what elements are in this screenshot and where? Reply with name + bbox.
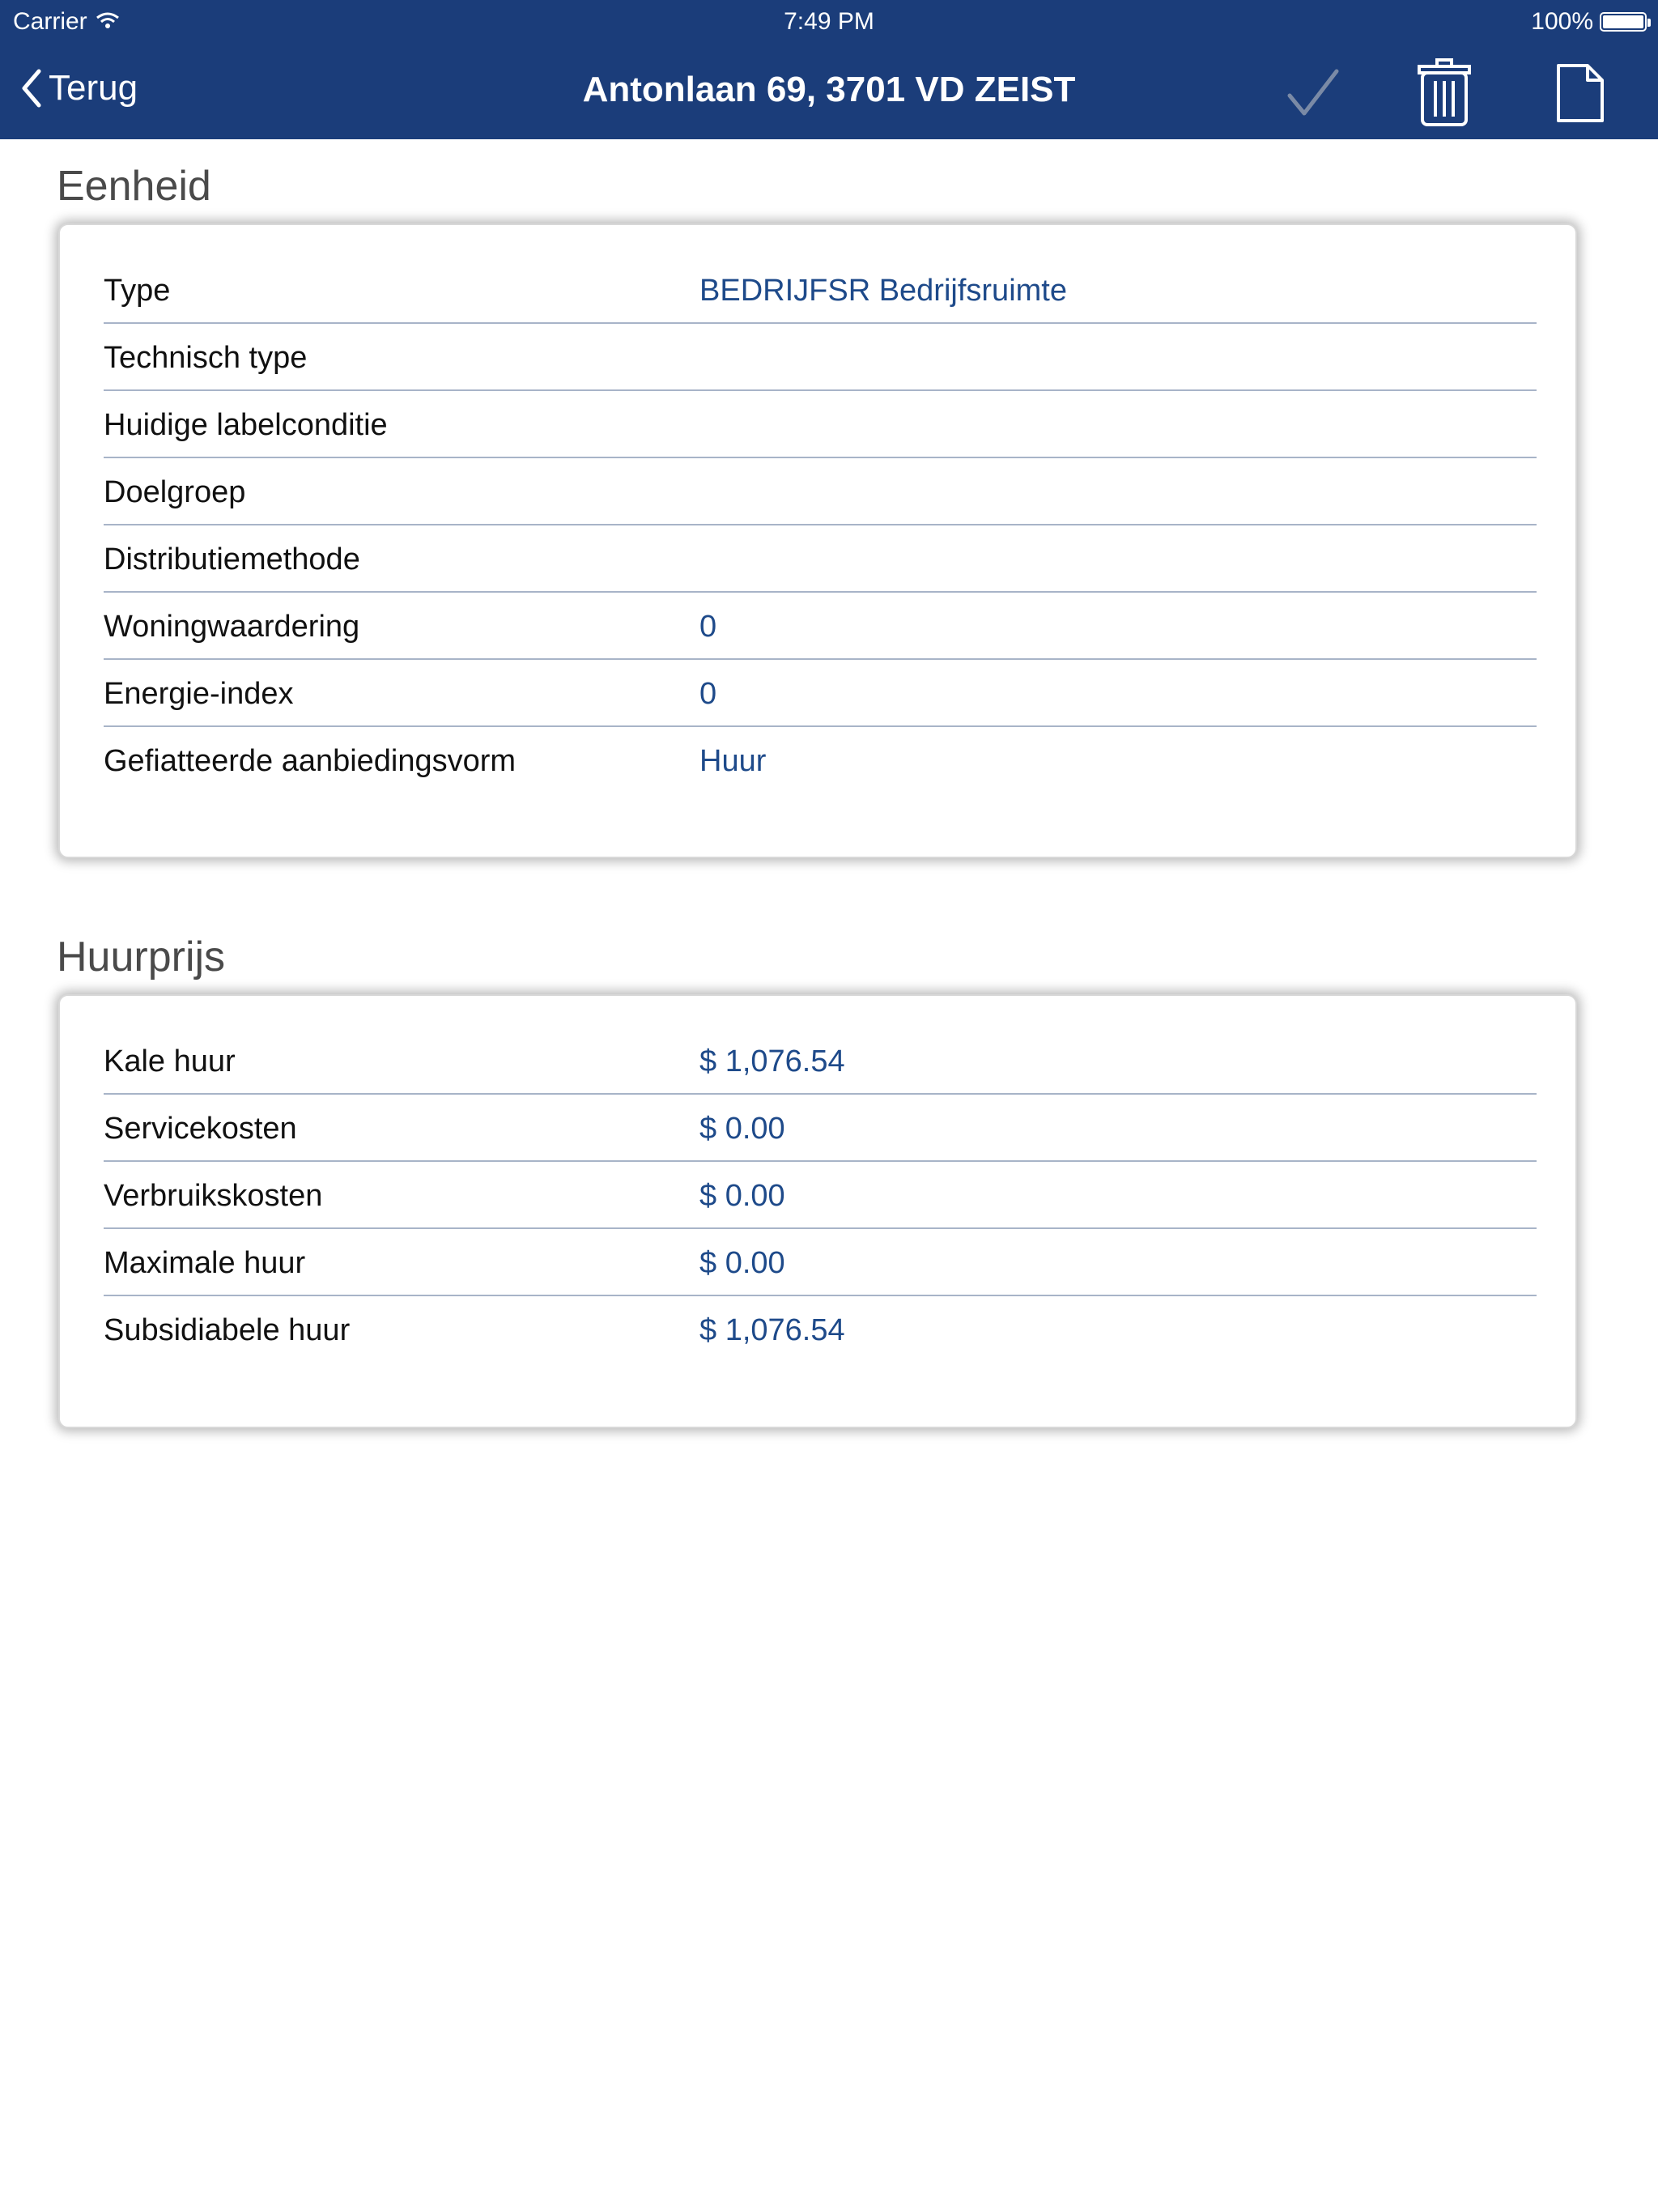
row-value: $ 0.00 [699, 1112, 785, 1146]
document-button[interactable] [1548, 57, 1613, 130]
row-label: Doelgroep [104, 475, 246, 509]
huurprijs-row-maximale-huur[interactable] [104, 1228, 1537, 1296]
row-label: Verbruikskosten [104, 1179, 323, 1213]
eenheid-row-labelconditie[interactable] [104, 390, 1537, 458]
row-label: Maximale huur [104, 1246, 306, 1280]
row-label: Gefiatteerde aanbiedingsvorm [104, 744, 517, 778]
carrier-label: Carrier [13, 8, 87, 35]
row-label: Huidige labelconditie [104, 408, 388, 442]
huurprijs-row-servicekosten[interactable] [104, 1094, 1537, 1162]
row-label: Subsidiabele huur [104, 1313, 351, 1347]
battery-indicator [1531, 8, 1647, 36]
eenheid-card [58, 223, 1577, 858]
row-value: $ 0.00 [699, 1179, 785, 1213]
eenheid-row-distributiemethode[interactable] [104, 525, 1537, 593]
huurprijs-row-verbruikskosten[interactable] [104, 1161, 1537, 1229]
battery-percent: 100% [1531, 8, 1593, 35]
trash-icon [1416, 58, 1473, 128]
huurprijs-card [58, 994, 1577, 1428]
eenheid-row-woningwaardering[interactable] [104, 592, 1537, 660]
section-title-eenheid: Eenheid [57, 163, 211, 210]
row-value: Huur [699, 744, 767, 778]
row-value: $ 0.00 [699, 1246, 785, 1280]
status-time: 7:49 PM [784, 8, 874, 35]
section-title-huurprijs: Huurprijs [57, 934, 226, 981]
row-value: $ 1,076.54 [699, 1044, 845, 1078]
back-button-label: Terug [49, 68, 138, 108]
eenheid-row-doelgroep[interactable] [104, 457, 1537, 525]
row-label: Woningwaardering [104, 610, 360, 644]
huurprijs-row-subsidiabele-huur[interactable] [104, 1295, 1537, 1362]
eenheid-row-energie-index[interactable] [104, 659, 1537, 727]
status-bar [0, 0, 1658, 45]
row-label: Kale huur [104, 1044, 236, 1078]
top-bar [0, 0, 1658, 139]
huurprijs-row-kale-huur[interactable] [104, 1027, 1537, 1095]
checkmark-icon [1285, 65, 1341, 121]
row-value: BEDRIJFSR Bedrijfsruimte [699, 274, 1067, 308]
battery-fill [1603, 15, 1643, 28]
eenheid-row-type[interactable] [104, 256, 1537, 324]
row-label: Distributiemethode [104, 542, 360, 576]
save-button[interactable] [1281, 57, 1346, 130]
navigation-bar [0, 45, 1658, 139]
row-label: Servicekosten [104, 1112, 297, 1146]
row-label: Technisch type [104, 341, 308, 375]
document-icon [1555, 62, 1605, 124]
row-value: 0 [699, 610, 717, 644]
eenheid-row-technisch-type[interactable] [104, 323, 1537, 391]
battery-icon [1600, 12, 1647, 32]
delete-button[interactable] [1412, 57, 1477, 130]
page-title: Antonlaan 69, 3701 VD ZEIST [582, 70, 1076, 109]
row-label: Energie-index [104, 677, 294, 711]
row-value: $ 1,076.54 [699, 1313, 845, 1347]
row-label: Type [104, 274, 171, 308]
row-value: 0 [699, 677, 717, 711]
eenheid-row-aanbiedingsvorm[interactable] [104, 726, 1537, 793]
